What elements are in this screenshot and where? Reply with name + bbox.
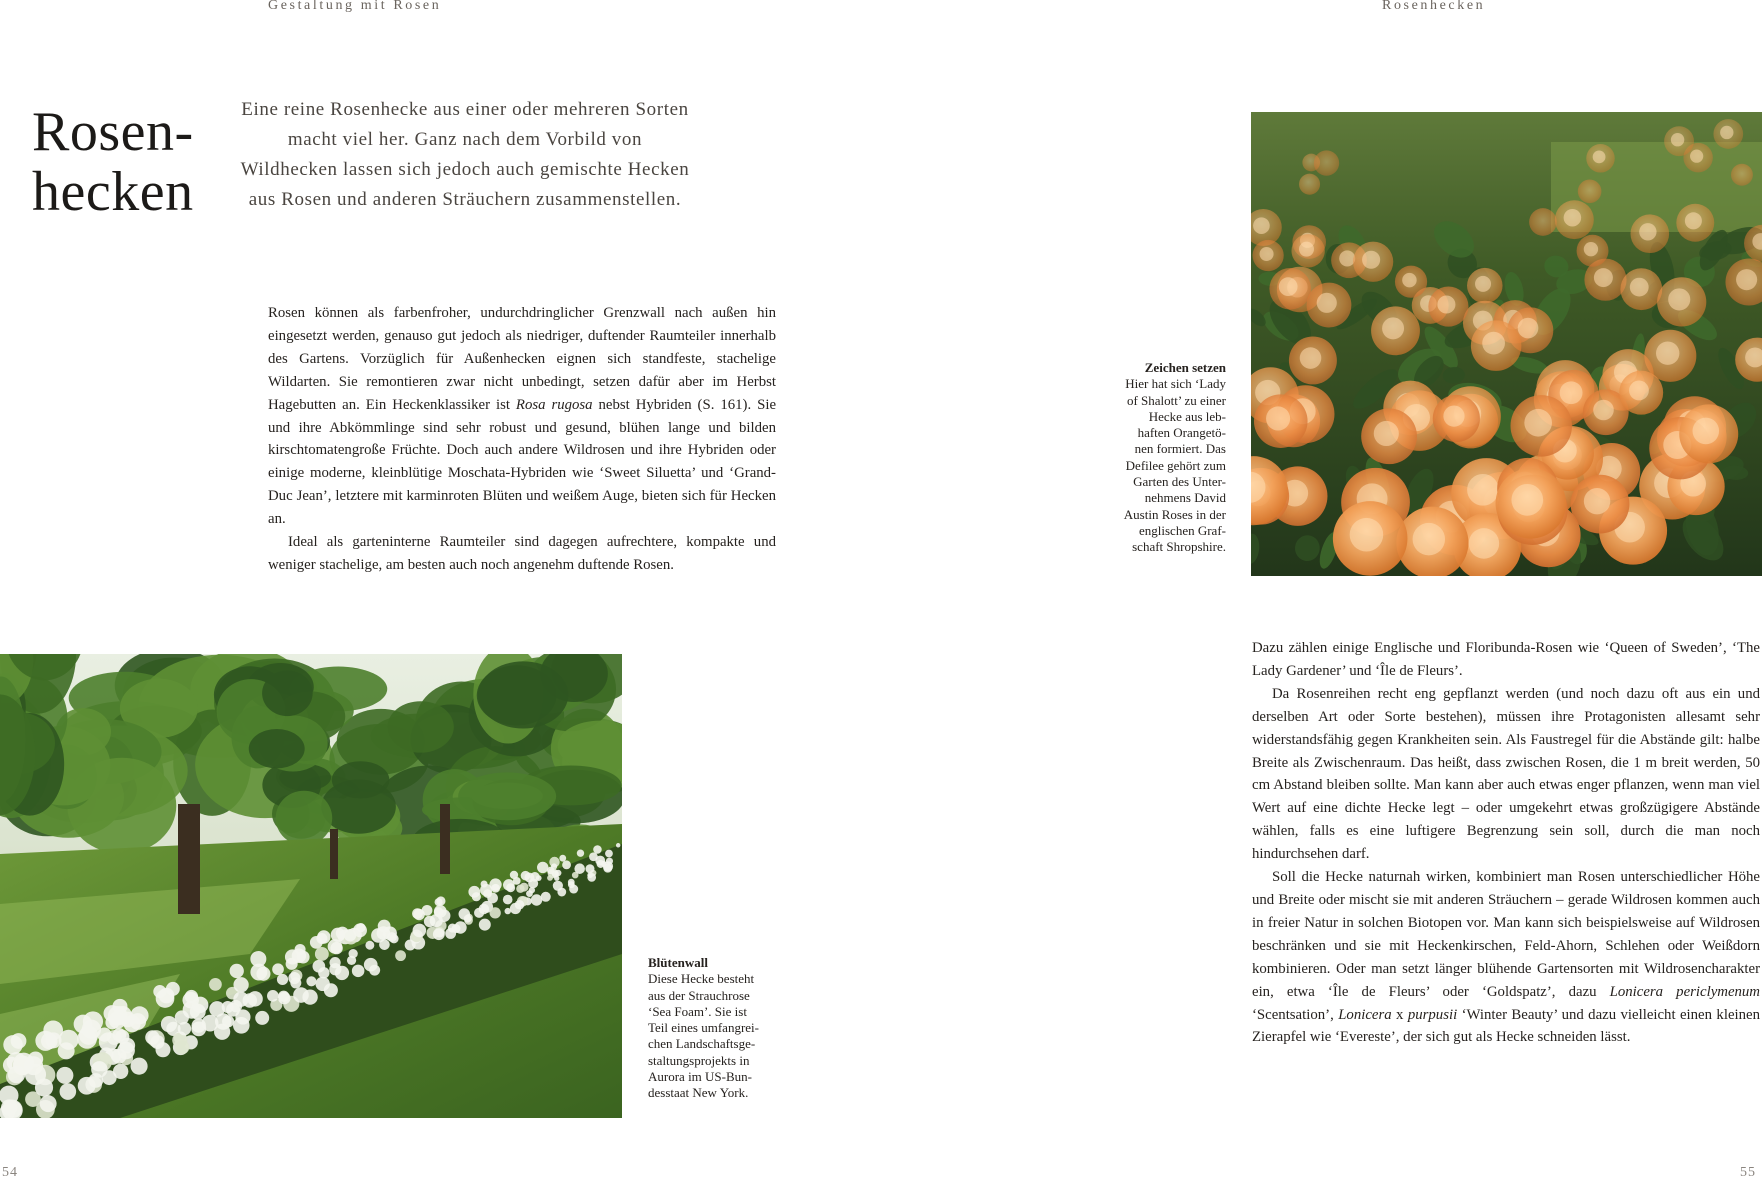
caption-bluetenwall-line: ‘Sea Foam’. Sie ist — [648, 1003, 747, 1019]
caption-zeichen-setzen-line: Garten des Unter- — [1133, 474, 1226, 490]
caption-zeichen-setzen-title: Zeichen setzen — [1144, 360, 1226, 375]
right-p3-part-a: Soll die Hecke naturnah wirken, kombiniert man Rosen unterschiedlicher Höhe und Breite oder mischt sie mit anderen Sträuchern – gerade Wildrosen kommen auch in freier Natur in solchen Biotopen vor. Man kann sich beispielsweise auf Wildrosen beschränken und sie mit Heckenkirschen, Feld-Ahorn, Schlehen oder Weißdorn kombinieren. Oder man setzt länger blühende Gartensorten mit Wildrosencharakter ein, etwa ‘Île de Fleurs’ oder ‘Goldspatz’, dazu — [1252, 869, 1760, 1000]
caption-zeichen-setzen-line: of Shalott’ zu einer — [1126, 392, 1226, 408]
caption-bluetenwall-line: Diese Hecke besteht — [648, 971, 755, 987]
right-paragraph-2: Da Rosenreihen recht eng gepflanzt werden (und noch dazu oft aus ein und derselben Art oder Sorte bestehen), müssen ihre Protagonisten allesamt sehr widerstandsfähig gegen Krankheiten sein. Als Faustregel für die Abstände gilt: halbe Breite als Zwischenraum. Das heißt, dass zwischen Rosen, die 1 m breit werden, 50 cm Abstand bleiben sollte. Man kann aber auch etwas enger pflanzen, wenn man viel Wert auf eine dichte Hecke legt – oder umgekehrt etwas großzügigere Abstände wählen, falls es eine luftigere Begrenzung sein soll, durch die man noch hindurchsehen darf. — [1252, 685, 1760, 863]
page-number-right: 55 — [1740, 1165, 1756, 1180]
caption-zeichen-setzen-line: Defilee gehört zum — [1125, 457, 1226, 473]
right-body-text — [1252, 637, 1760, 1049]
right-p3-part-b: ‘Scentsation’, — [1252, 1006, 1339, 1023]
right-paragraph-3 — [1252, 866, 1760, 1049]
caption-zeichen-setzen-line: Hier hat sich ‘Lady — [1125, 376, 1226, 392]
caption-bluetenwall-line: aus der Strauchrose — [648, 987, 750, 1003]
garden-hedge-photo — [0, 654, 622, 1118]
running-head-left: Gestaltung mit Rosen — [268, 0, 442, 13]
orange-roses-photo — [1251, 112, 1762, 576]
caption-bluetenwall-line: desstaat New York. — [648, 1085, 749, 1101]
running-head-right: Rosenhecken — [1382, 0, 1486, 13]
caption-zeichen-setzen-line: schaft Shropshire. — [1132, 539, 1226, 555]
caption-zeichen-setzen-line: Austin Roses in der — [1123, 506, 1226, 522]
right-p3-part-c: x — [1391, 1006, 1408, 1023]
caption-bluetenwall-title: Blütenwall — [648, 955, 708, 970]
caption-zeichen-setzen-line: Hecke aus leb- — [1148, 408, 1226, 424]
caption-bluetenwall-line: Aurora im US-Bun- — [648, 1069, 752, 1085]
left-paragraph-1 — [268, 302, 776, 531]
left-p1-italic: Rosa rugosa — [515, 396, 593, 413]
chapter-title-line-1: Rosen- — [32, 101, 194, 163]
caption-bluetenwall-line: staltungsprojekts in — [648, 1052, 750, 1068]
left-paragraph-2: Ideal als garteninterne Raumteiler sind dagegen aufrechtere, kompakte und weniger stachelige, am besten auch noch angenehm duftende Rosen. — [268, 534, 776, 573]
right-p3-italic-2: Lonicera — [1338, 1006, 1392, 1023]
caption-zeichen-setzen-line: nehmens David — [1144, 490, 1226, 506]
caption-zeichen-setzen-line: englischen Graf- — [1139, 522, 1226, 538]
page-number-left: 54 — [2, 1165, 18, 1180]
right-paragraph-1: Dazu zählen einige Englische und Floribunda-Rosen wie ‘Queen of Sweden’, ‘The Lady Gardener’ und ‘Île de Fleurs’. — [1252, 640, 1760, 679]
caption-zeichen-setzen-line: haften Orangetö- — [1137, 425, 1226, 441]
caption-bluetenwall-line: chen Landschaftsge- — [648, 1036, 756, 1052]
left-body-text — [268, 302, 776, 577]
chapter-title-line-2: hecken — [32, 161, 194, 223]
left-p1-part-b: nebst Hybriden (S. 161). Sie und ihre Abkömmlinge sind sehr robust und gesund, blühen lange und bilden kirschtomatengroße Früchte. Doch auch andere Wildrosen und ihre Hybriden oder einige moderne, kleinblütige Moschata-Hybriden wie ‘Sweet Siluetta’ und ‘Grand-Duc Jean’, letztere mit karminroten Blüten und weißem Auge, bieten sich für Hecken an. — [268, 396, 777, 528]
right-p3-italic-1: Lonicera periclymenum — [1609, 983, 1760, 1000]
chapter-title — [32, 102, 194, 222]
caption-bluetenwall — [648, 955, 788, 1102]
caption-zeichen-setzen-line: nen formiert. Das — [1134, 441, 1226, 457]
intro-text: Eine reine Rosenhecke aus einer oder mehreren Sorten macht viel her. Ganz nach dem Vorbild von Wildhecken lassen sich jedoch auch gemischte Hecken aus Rosen und anderen Sträuchern zusammenstellen. — [240, 99, 690, 210]
right-p3-part-d: ‘Winter Beauty’ und dazu vielleicht einen kleinen Zierapfel wie ‘Evereste’, der sich gut als Hecke schneiden lässt. — [1252, 1006, 1760, 1046]
right-p3-italic-3: purpusii — [1407, 1006, 1458, 1023]
caption-zeichen-setzen — [1090, 360, 1226, 556]
left-p1-part-a: Rosen können als farbenfroher, undurchdringlicher Grenzwall nach außen hin eingesetzt werden, genauso gut jedoch als niedriger, duftender Raumteiler innerhalb des Gartens. Vorzüglich für Außenhecken eignen sich standfeste, stachelige Wildarten. Sie remontieren zwar nicht unbedingt, setzen dafür aber im Herbst Hagebutten an. Ein Heckenklassiker ist — [268, 305, 776, 413]
caption-bluetenwall-line: Teil eines umfangrei- — [648, 1020, 759, 1036]
